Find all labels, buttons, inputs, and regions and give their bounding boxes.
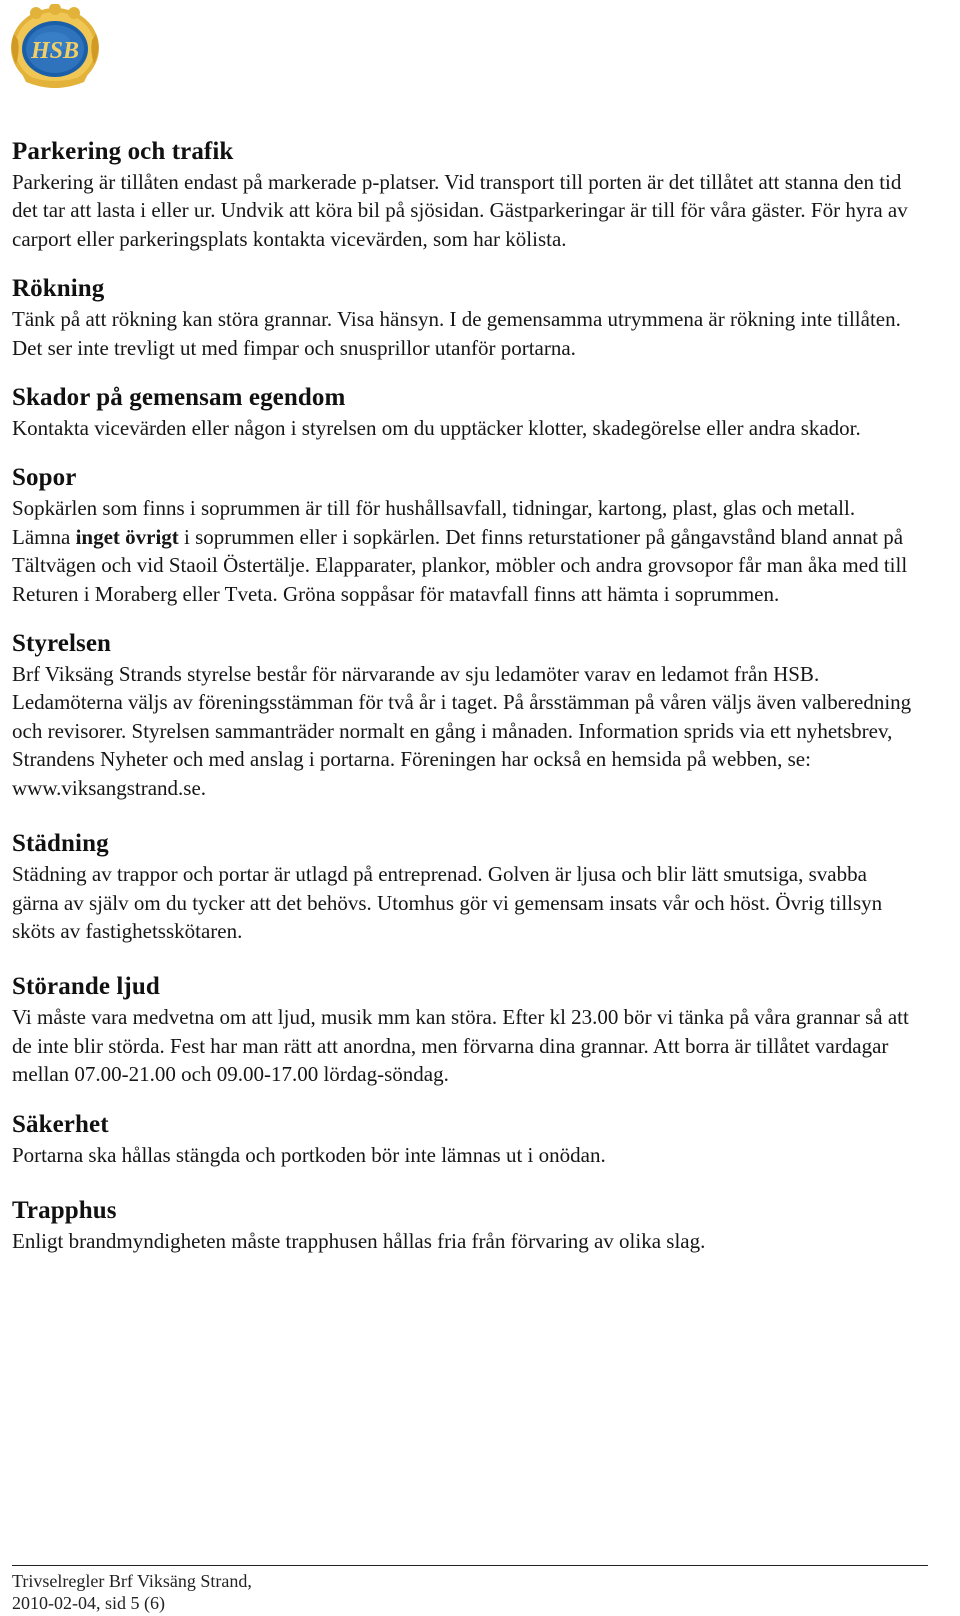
paragraph-skador: Kontakta vicevärden eller någon i styrelsen om du upptäcker klotter, skadegörelse eller andra skador. (12, 416, 861, 441)
paragraph-stadning: Städning av trappor och portar är utlagd på entreprenad. Golven är ljusa och blir lätt smutsiga, svabba gärna av själv om du tycker att det behövs. Utomhus gör vi gemensam insats vår och höst. Övrig tillsyn sköts av fastighetsskötaren. (12, 862, 883, 943)
paragraph-rokning: Tänk på att rökning kan störa grannar. Visa hänsyn. I de gemensamma utrymmena är rökning inte tillåten. Det ser inte trevligt ut med fimpar och snusprillor utanför portarna. (12, 307, 901, 360)
heading-sopor: Sopor (12, 464, 77, 492)
sopor-text-after: i soprummen eller i sopkärlen. Det finns returstationer på gångavstånd bland annat på Tältvägen och vid Staoil Östertälje. Elapparater, plankor, möbler och andra grovsopor får man åka med till Returen i Moraberg eller Tveta. Gröna soppåsar för matavfall finns att hämta i soprummen. (12, 524, 908, 606)
sopor-text-bold: inget övrigt (75, 524, 179, 549)
section-skador (12, 382, 912, 442)
heading-rokning: Rökning (12, 275, 105, 303)
page-footer (12, 1565, 928, 1614)
section-sopor (12, 462, 912, 608)
paragraph-sopor (12, 494, 912, 608)
paragraph-trapphus: Enligt brandmyndigheten måste trapphusen hållas fria från förvaring av olika slag. (12, 1228, 706, 1253)
paragraph-storande-ljud: Vi måste vara medvetna om att ljud, musik mm kan störa. Efter kl 23.00 bör vi tänka på våra grannar så att de inte blir störda. Fest har man rätt att anordna, men förvarna dina grannar. Att borra är tillåtet vardagar mellan 07.00-21.00 och 09.00-17.00 lördag-söndag. (12, 1005, 909, 1087)
section-rokning (12, 273, 912, 362)
sopor-text-before: Sopkärlen som finns i soprummen är till för hushållsavfall, tidningar, kartong, plast, glas och metall. Lämna (12, 496, 856, 549)
footer-title: Trivselregler Brf Viksäng Strand, (12, 1571, 252, 1591)
heading-sakerhet: Säkerhet (12, 1110, 109, 1138)
footer-date-page: 2010-02-04, sid 5 (6) (12, 1593, 165, 1613)
heading-skador: Skador på gemensam egendom (12, 384, 346, 412)
heading-storande-ljud: Störande ljud (12, 973, 160, 1001)
section-stadning (12, 828, 912, 945)
heading-styrelsen: Styrelsen (12, 630, 112, 658)
section-styrelsen (12, 628, 912, 802)
section-trapphus (12, 1195, 912, 1255)
section-storande-ljud (12, 971, 912, 1088)
hsb-logo (8, 4, 102, 90)
heading-parkering: Parkering och trafik (12, 138, 234, 165)
document-body (12, 136, 912, 1255)
section-parkering (12, 136, 912, 253)
logo-text: HSB (30, 38, 80, 64)
paragraph-parkering: Parkering är tillåten endast på markerade p-platser. Vid transport till porten är det tillåtet att stanna den tid det tar att lasta i eller ur. Undvik att köra bil på sjösidan. Gästparkeringar är till för våra gäster. För hyra av carport eller parkeringsplats kontakta vicevärden, som har kölista. (12, 170, 908, 251)
section-sakerhet (12, 1109, 912, 1169)
heading-stadning: Städning (12, 830, 109, 858)
paragraph-styrelsen: Brf Viksäng Strands styrelse består för närvarande av sju ledamöter varav en ledamot från HSB. Ledamöterna väljs av föreningsstämman för två år i taget. På årsstämman på våren väljs även valberedning och revisorer. Styrelsen sammanträder normalt en gång i månaden. Information sprids via ett nyhetsbrev, Strandens Nyheter och med anslag i portarna. Föreningen har också en hemsida på webben, se: www.viksangstrand.se. (12, 662, 912, 800)
paragraph-sakerhet: Portarna ska hållas stängda och portkoden bör inte lämnas ut i onödan. (12, 1142, 606, 1167)
heading-trapphus: Trapphus (12, 1196, 117, 1224)
